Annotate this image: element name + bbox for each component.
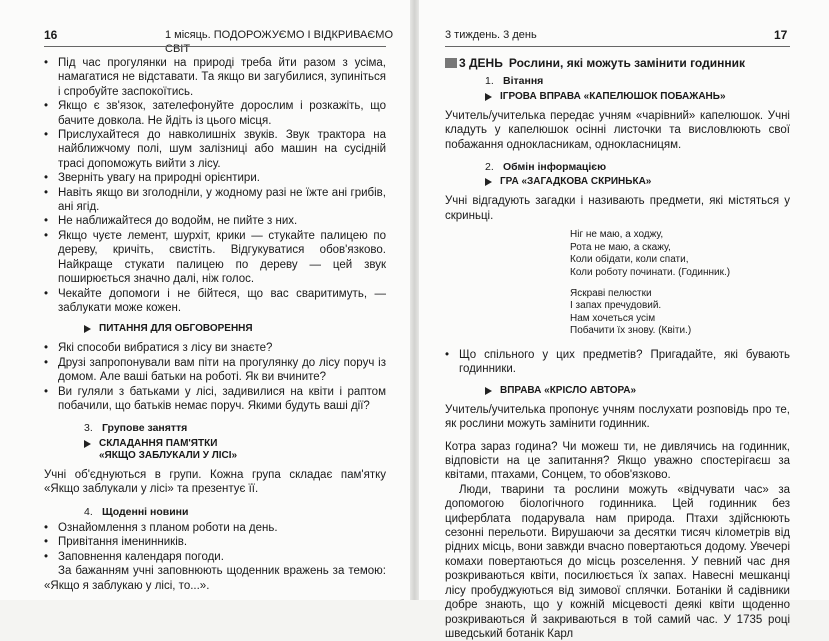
list-item: • Якщо чуєте лемент, шурхіт, крики — стукайте палицею по дереву, кричіть, свистіть. Відгукуватися обов'язково. Найкраще стукати палицею по дереву — цей звук поширюється значно далі, ніж голос. <box>44 229 386 287</box>
page-number: 17 <box>774 28 788 42</box>
triangle-icon <box>485 178 492 186</box>
running-header: 1 місяць. ПОДОРОЖУЄМО І ВІДКРИВАЄМО СВІТ <box>165 29 394 55</box>
square-marker-icon <box>445 58 457 68</box>
book-gutter <box>410 0 419 600</box>
list-item: • Прислухайтеся до навколишніх звуків. Звук трактора на найближчому полі, шум залізниці або машин на сусідній трасі допоможуть вийти з лісу. <box>44 128 386 171</box>
section-heading: ПИТАННЯ ДЛЯ ОБГОВОРЕННЯ <box>84 323 386 335</box>
section-heading: ГРА «ЗАГАДКОВА СКРИНЬКА» <box>485 176 790 188</box>
list-item: • Ви гуляли з батьками у лісі, задивилися на квіти і раптом побачили, що батьків немає поруч. Якими будуть ваші дії? <box>44 385 386 414</box>
section-heading: СКЛАДАННЯ ПАМ'ЯТКИ «ЯКЩО ЗАБЛУКАЛИ У ЛІСІ» <box>84 438 386 462</box>
numbered-heading: 1. Вітання <box>485 75 544 88</box>
list-item: • Зверніть увагу на природні орієнтири. <box>44 171 386 185</box>
list-item: • Навіть якщо ви зголодніли, у жодному разі не їжте ані грибів, ані ягід. <box>44 186 386 215</box>
section-heading: ВПРАВА «КРІСЛО АВТОРА» <box>485 385 790 397</box>
paragraph: Учні об'єднуються в групи. Кожна група складає пам'ятку «Якщо заблукали у лісі» та презентує її. <box>44 468 386 496</box>
list-item: • Не наближайтеся до водойм, не пийте з них. <box>44 214 386 228</box>
numbered-heading: 3. Групове заняття <box>84 422 188 435</box>
right-page-body <box>445 56 790 641</box>
right-page <box>419 0 829 640</box>
paragraph: Учитель/учителька пропонує учням послухати розповідь про те, як рослини можуть замінити годинник. <box>445 403 790 431</box>
list-item: • Заповнення календаря погоди. <box>44 550 386 564</box>
header-rule <box>44 46 386 47</box>
section-heading: ІГРОВА ВПРАВА «КАПЕЛЮШОК ПОБАЖАНЬ» <box>485 91 790 103</box>
riddle-poem: Ніг не маю, а ходжу, Рота не маю, а скажу, Коли обідати, коли спати, Коли роботу починати. (Годинник.) Яскраві пелюстки І запах пречудовий. Нам хочеться усім Побачити їх знову. (Квіти.) <box>570 229 731 337</box>
list-item: • Друзі запропонували вам піти на прогулянку до лісу поруч із домом. Але ваші батьки на роботі. Як ви вчините? <box>44 356 386 385</box>
paragraph: Котра зараз година? Чи можеш ти, не дивлячись на годинник, відповісти на це запитання? Якщо уважно спостерігаєш за квітами, птахами, Сонцем, то обов'язково. <box>445 440 790 482</box>
list-item: • Ознайомлення з планом роботи на день. <box>44 521 386 535</box>
list-item: • Чекайте допомоги і не бійтеся, що вас сваритимуть, — заблукати може кожен. <box>44 287 386 316</box>
paragraph: Люди, тварини та рослини можуть «відчувати час» за допомогою біологічного годинника. Цей годинник без циферблата подарувала нам природа. Птахи здійснюють сезонні перельоти. Вирушаючи за десятки тисяч кілометрів від рідних місць, вони завжди вчасно повертаються додому. Увечері комахи повертаються до місць розселення. У певний час дня розкриваються квіти, посилюється їх запах. Навесні мешканці лісу пробуджуються від зимової сплячки. Ботаніки й садівники добре знають, що у кожній місцевості деякі квіти щоденно розкриваються й закриваються в той самий час. У 1735 році шведський ботанік Карл <box>445 483 790 640</box>
left-page <box>0 0 410 600</box>
triangle-icon <box>84 440 91 448</box>
triangle-icon <box>84 325 91 333</box>
list-item: • Що спільного у цих предметів? Пригадайте, які бувають годинники. <box>445 348 790 377</box>
paragraph: Учитель/учителька передає учням «чарівний» капелюшок. Учні кладуть у капелюшок осінні листочки та висловлюють свої побажання однокласникам, однокласницям. <box>445 109 790 151</box>
triangle-icon <box>485 387 492 395</box>
header-rule <box>445 46 790 47</box>
list-item: • Привітання іменинників. <box>44 535 386 549</box>
list-item: • Під час прогулянки на природі треба йти разом з усіма, намагатися не відставати. Та якщо ви загубилися, зупиніться і спробуйте заспокоїтись. <box>44 56 386 99</box>
numbered-heading: 4. Щоденні новини <box>84 505 189 518</box>
numbered-heading: 2. Обмін інформацією <box>485 161 607 174</box>
left-page-body <box>44 56 386 593</box>
list-item: • Якщо є зв'язок, зателефонуйте дорослим і розкажіть, що бачите довкола. Не йдіть із цього місця. <box>44 99 386 128</box>
paragraph: Учні відгадують загадки і називають предмети, які містяться у скриньці. <box>445 195 790 222</box>
running-header: 3 тиждень. 3 день <box>445 29 537 41</box>
paragraph: За бажанням учні заповнюють щоденник вражень за темою: «Якщо я заблукаю у лісі, то...». <box>44 565 386 592</box>
list-item: • Які способи вибратися з лісу ви знаєте? <box>44 341 386 355</box>
page-number: 16 <box>44 28 58 42</box>
day-heading: 3 ДЕНЬ Рослини, які можуть замінити годинник <box>445 56 790 70</box>
triangle-icon <box>485 93 492 101</box>
